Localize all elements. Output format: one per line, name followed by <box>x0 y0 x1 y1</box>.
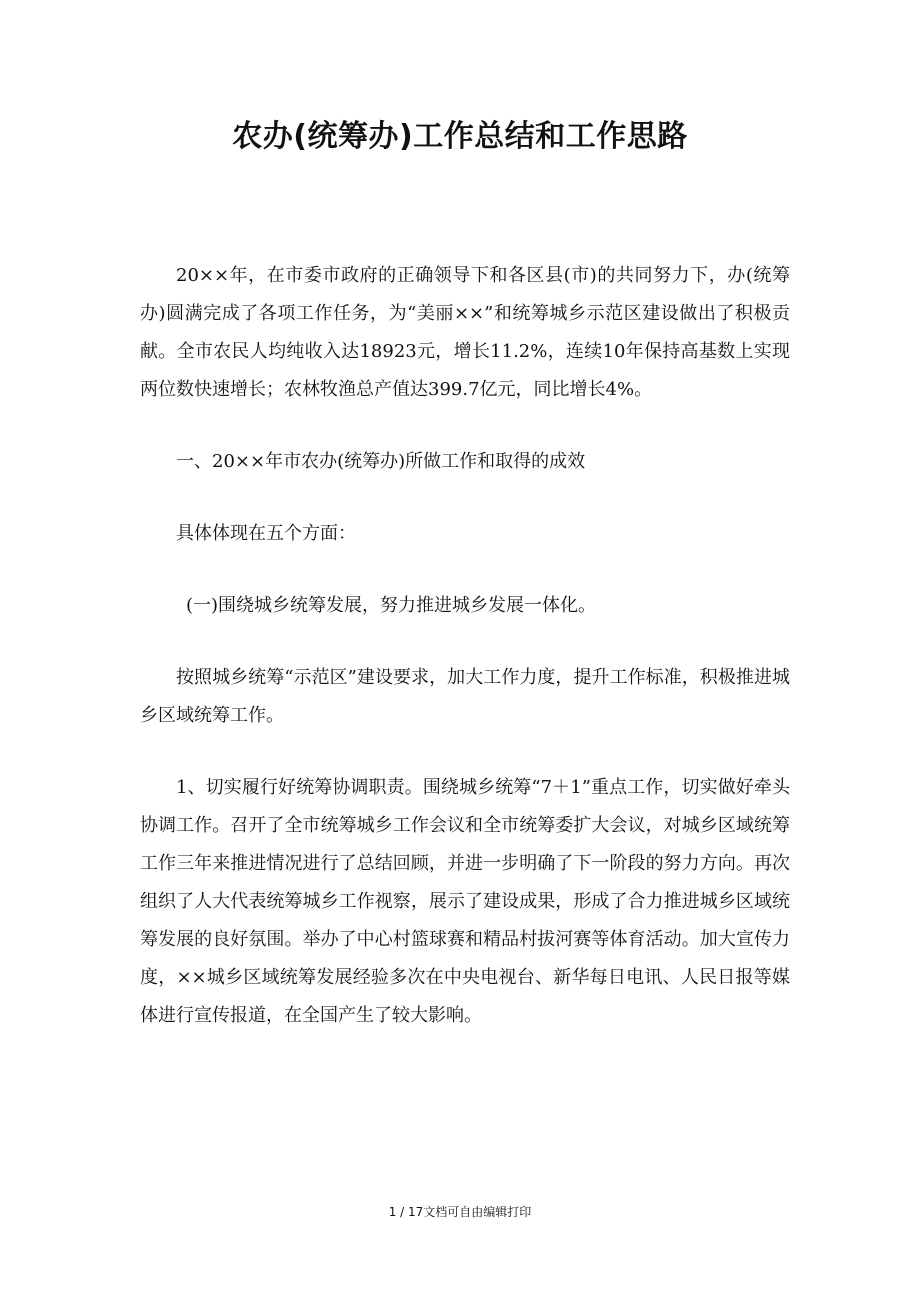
subsection-heading: (一)围绕城乡统筹发展，努力推进城乡发展一体化。 <box>186 595 597 616</box>
subsection-intro-paragraph: 按照城乡统筹“示范区”建设要求，加大工作力度，提升工作标准，积极推进城乡区域统筹工作。 <box>140 667 790 726</box>
page-footer: 1 / 17文档可自由编辑打印 <box>388 1205 532 1219</box>
section-summary: 具体体现在五个方面： <box>176 523 356 544</box>
item-1-paragraph: 1、切实履行好统筹协调职责。围绕城乡统筹“7＋1”重点工作，切实做好牵头协调工作。召开了全市统筹城乡工作会议和全市统筹委扩大会议，对城乡区域统筹工作三年来推进情况进行了总结回顾，并进一步明确了下一阶段的努力方向。再次组织了人大代表统筹城乡工作视察，展示了建设成果，形成了合力推进城乡区域统筹发展的良好氛围。举办了中心村篮球赛和精品村拔河赛等体育活动。加大宣传力度，××城乡区域统筹发展经验多次在中央电视台、新华每日电讯、人民日报等媒体进行宣传报道，在全国产生了较大影响。 <box>140 777 790 1026</box>
document-title: 农办(统筹办)工作总结和工作思路 <box>232 119 688 154</box>
document-body <box>140 257 790 1035</box>
intro-paragraph: 20××年，在市委市政府的正确领导下和各区县(市)的共同努力下，办(统筹办)圆满完成了各项工作任务，为“美丽××”和统筹城乡示范区建设做出了积极贡献。全市农民人均纯收入达18923元，增长11.2%，连续10年保持高基数上实现两位数快速增长；农林牧渔总产值达399.7亿元，同比增长4%。 <box>140 265 790 400</box>
section-heading: 一、20××年市农办(统筹办)所做工作和取得的成效 <box>176 451 586 472</box>
